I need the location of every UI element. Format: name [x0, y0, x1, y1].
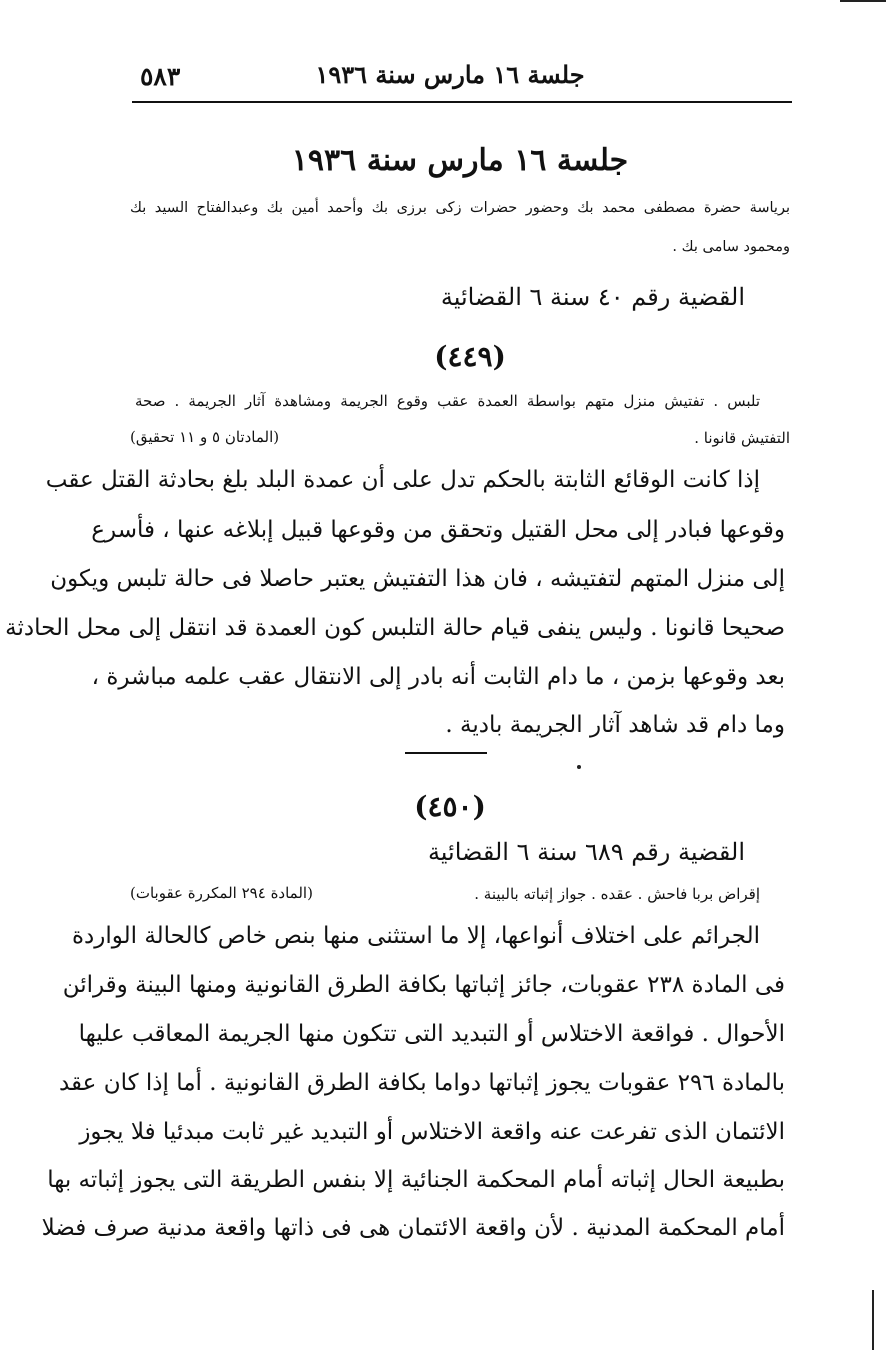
presidency-line-2: ومحمود سامى بك .: [672, 239, 790, 255]
running-title: جلسة ١٦ مارس سنة ١٩٣٦: [315, 60, 585, 89]
body-line: الجرائم على اختلاف أنواعها، إلا ما استثنى منها بنص خاص كالحالة الواردة: [71, 923, 760, 949]
case-449-summary-line-1: تلبس . تفتيش منزل متهم بواسطة العمدة عقب وقوع الجريمة ومشاهدة آثار الجريمة . صحة: [135, 392, 760, 410]
case-450-articles: (المادة ٢٩٤ المكررة عقوبات): [130, 884, 313, 902]
ink-speck: [577, 765, 581, 769]
case-450-summary: إقراض بربا فاحش . عقده . جواز إثباته بالبينة .: [474, 885, 760, 903]
case-450-reference: القضية رقم ٦٨٩ سنة ٦ القضائية: [427, 838, 745, 866]
body-line: بعد وقوعها بزمن ، ما دام الثابت أنه بادر إلى الانتقال عقب علمه مباشرة ،: [91, 664, 785, 690]
body-line: بالمادة ٢٩٦ عقوبات يجوز إثباتها دواما بكافة الطرق القانونية . أما إذا كان عقد: [58, 1070, 785, 1096]
body-line: إلى منزل المتهم لتفتيشه ، فان هذا التفتيش يعتبر حاصلا فى حالة تلبس ويكون: [50, 566, 785, 592]
case-450-number: (٤٥٠): [414, 790, 486, 823]
body-line: إذا كانت الوقائع الثابتة بالحكم تدل على أن عمدة البلد بلغ بحادثة القتل عقب: [45, 467, 760, 493]
presidency-line-1: برياسة حضرة مصطفى محمد بك وحضور حضرات زكى برزى بك وأحمد أمين بك وعبدالفتاح السيد بك: [130, 200, 790, 216]
case-449-summary-line-2: التفتيش قانونا .: [694, 429, 790, 447]
header-rule: [132, 101, 792, 103]
scan-edge-mark: [872, 1290, 874, 1350]
body-line: وقوعها فبادر إلى محل القتيل وتحقق من وقوعها قبيل إبلاغه عنها ، فأسرع: [91, 517, 785, 543]
session-title: جلسة ١٦ مارس سنة ١٩٣٦: [291, 143, 629, 178]
body-line: وما دام قد شاهد آثار الجريمة بادية .: [445, 712, 785, 738]
section-divider: [405, 752, 487, 754]
body-line: صحيحا قانونا . وليس ينفى قيام حالة التلبس كون العمدة قد انتقل إلى محل الحادثة: [5, 615, 785, 641]
body-line: بطبيعة الحال إثباته أمام المحكمة الجنائية إلا بنفس الطريقة التى يجوز إثباته بها: [47, 1167, 785, 1193]
body-line: فى المادة ٢٣٨ عقوبات، جائز إثباتها بكافة الطرق القانونية ومنها البينة وقرائن: [62, 972, 785, 998]
case-449-number: (٤٤٩): [434, 340, 506, 373]
body-line: الأحوال . فواقعة الاختلاس أو التبديد التى تتكون منها الجريمة المعاقب عليها: [78, 1021, 785, 1047]
case-449-articles: (المادتان ٥ و ١١ تحقيق): [130, 428, 280, 446]
body-line: الائتمان الذى تفرعت عنه واقعة الاختلاس أو التبديد غير ثابت مبدئيا فلا يجوز: [79, 1119, 785, 1145]
body-line: أمام المحكمة المدنية . لأن واقعة الائتمان هى فى ذاتها واقعة مدنية صرف فضلا: [41, 1215, 785, 1241]
scan-edge-mark: [840, 0, 886, 2]
page-number: ٥٨٣: [140, 62, 181, 91]
case-449-reference: القضية رقم ٤٠ سنة ٦ القضائية: [440, 283, 745, 311]
